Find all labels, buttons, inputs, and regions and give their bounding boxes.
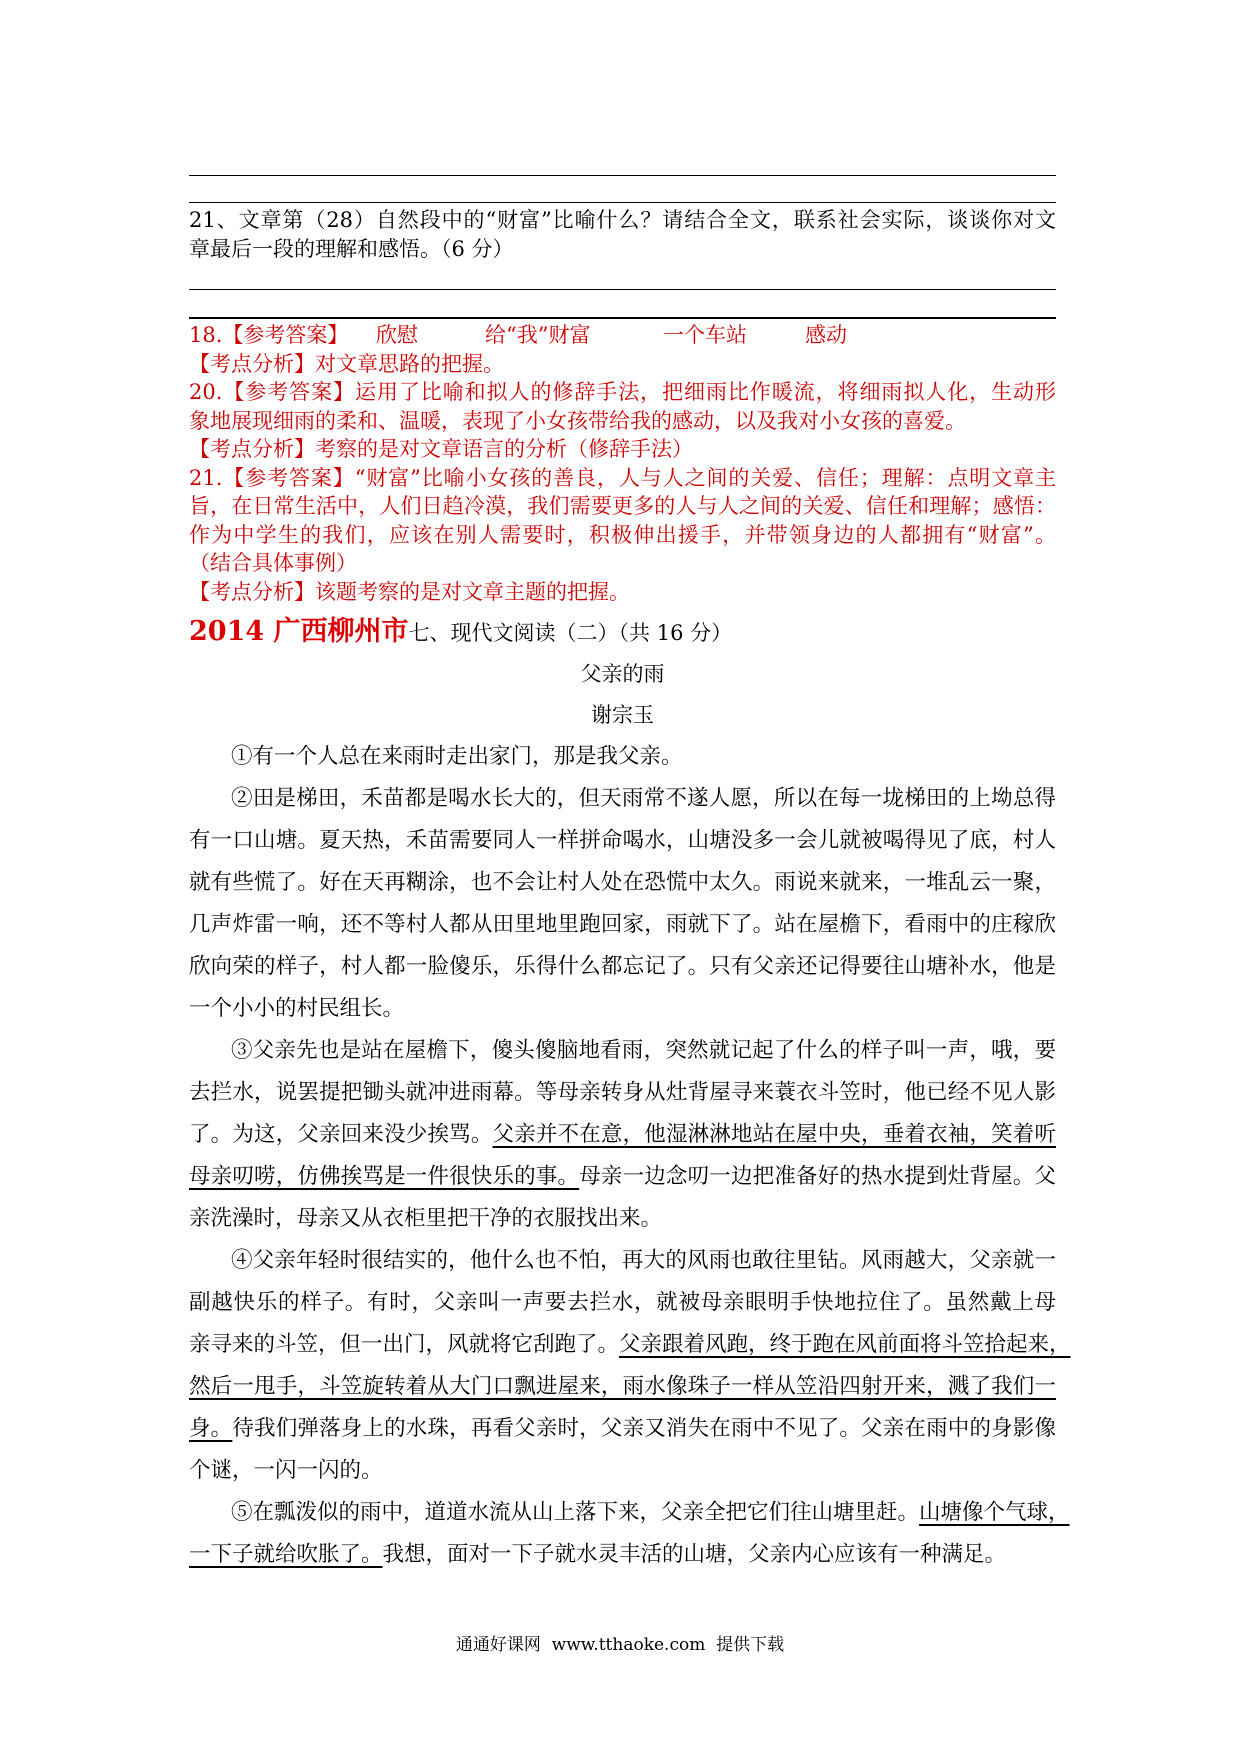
paragraph-line [189, 1072, 1056, 1114]
answer-18-item: 一个车站 [663, 323, 747, 347]
answer-analysis-line: 【考点分析】考察的是对文章语言的分析（修辞手法） [189, 437, 693, 461]
answer-line: 旨，在日常生活中，人们日趋冷漠，我们需要更多的人与人之间的关爱、信任和理解；感悟： [189, 494, 1056, 518]
paragraph-line [189, 1534, 1056, 1576]
answer-line: 象地展现细雨的柔和、温暖，表现了小女孩带给我的感动，以及我对小女孩的喜爱。 [189, 408, 966, 433]
section-divider [189, 317, 1056, 319]
article-paragraph [189, 1240, 1071, 1492]
text-segment: ③父亲先也是站在屋檐下，傻头傻脑地看雨，突然就记起了什么的样子叫一声，哦，要 [231, 1038, 1056, 1063]
answer-key [189, 321, 1056, 606]
question-21 [189, 206, 1056, 264]
text-segment: 去拦水，说罢提把锄头就冲进雨幕。等母亲转身从灶背屋寻来蓑衣斗笠时，他已经不见人影 [189, 1080, 1056, 1105]
paragraph-line [189, 1408, 1056, 1450]
answer-analysis-line: 【考点分析】对文章思路的把握。 [189, 351, 504, 376]
paragraph-line [189, 988, 1056, 1030]
text-segment: 了。为这，父亲回来没少挨骂。 [189, 1122, 493, 1147]
paragraph-line [189, 946, 1056, 988]
answer-18-label: 18.【参考答案】 [189, 323, 349, 347]
text-segment: ④父亲年轻时很结实的，他什么也不怕，再大的风雨也敢往里钻。风雨越大，父亲就一 [231, 1248, 1056, 1273]
underlined-text: 山塘像个气球， [919, 1500, 1070, 1525]
paragraph-line [189, 820, 1056, 862]
text-segment: 就有些慌了。好在天再糊涂，也不会让村人处在恐慌中太久。雨说来就来，一堆乱云一聚， [189, 870, 1056, 895]
text-segment: 我想，面对一下子就水灵丰活的山塘，父亲内心应该有一种满足。 [382, 1542, 1007, 1567]
article-paragraph [189, 1030, 1056, 1240]
paragraph-line [189, 1366, 1056, 1408]
text-segment: ①有一个人总在来雨时走出家门，那是我父亲。 [231, 744, 683, 769]
section-title: 七、现代文阅读（二）（共 16 分） [408, 621, 733, 645]
answer-18-item: 欣慰 [376, 323, 418, 347]
article-paragraph [189, 778, 1056, 1030]
text-segment: 一个小小的村民组长。 [189, 996, 405, 1021]
paragraph-line [189, 1450, 1056, 1492]
question-21-line: 章最后一段的理解和感悟。（6 分） [189, 237, 514, 261]
paragraph-line [189, 1492, 1070, 1534]
text-segment: 欣向荣的样子，村人都一脸傻乐，乐得什么都忘记了。只有父亲还记得要往山塘补水，他是 [189, 954, 1056, 979]
answer-18 [189, 321, 1056, 350]
article-title: 父亲的雨 [580, 662, 665, 686]
paragraph-line [189, 1240, 1056, 1282]
section-heading [189, 613, 732, 651]
paragraph-line [189, 1030, 1056, 1072]
question-21-line: 21、文章第（28）自然段中的“财富”比喻什么？请结合全文，联系社会实际，谈谈你对文 [189, 208, 1056, 232]
answer-blank-line [189, 289, 1056, 290]
text-segment: ②田是梯田，禾苗都是喝水长大的，但天雨常不遂人愿，所以在每一垅梯田的上坳总得 [231, 786, 1056, 811]
answer-line: 作为中学生的我们，应该在别人需要时，积极伸出援手，并带领身边的人都拥有“财富”。 [189, 522, 1056, 547]
paragraph-line [189, 778, 1056, 820]
article-paragraph [189, 736, 1056, 778]
underlined-text: 身。 [189, 1416, 233, 1441]
paragraph-line [189, 904, 1056, 946]
text-segment: ⑤在瓢泼似的雨中，道道水流从山上落下来，父亲全把它们往山塘里赶。 [231, 1500, 920, 1525]
answer-line: 21.【参考答案】“财富”比喻小女孩的善良，人与人之间的关爱、信任；理解：点明文章主 [189, 465, 1056, 490]
underlined-text: 然后一甩手，斗笠旋转着从大门口飘进屋来，雨水像珠子一样从笠沿四射开来，溅了我们一 [189, 1374, 1056, 1399]
text-segment: 有一口山塘。夏天热，禾苗需要同人一样拼命喝水，山塘没多一会儿就被喝得见了底，村人 [189, 828, 1056, 853]
paragraph-line [189, 862, 1056, 904]
page-footer: 通通好课网 www.tthaoke.com 提供下载 [455, 1635, 785, 1655]
paragraph-line [189, 1282, 1056, 1324]
text-segment: 几声炸雷一响，还不等村人都从田里地里跑回家，雨就下了。站在屋檐下，看雨中的庄稼欣 [189, 912, 1056, 937]
underlined-text: 一下子就给吹胀了。 [189, 1542, 383, 1567]
article-body [189, 736, 1071, 1576]
answer-blank-line [189, 175, 1056, 176]
paragraph-line [189, 1198, 1056, 1240]
underlined-text: 母亲叨唠，仿佛挨骂是一件很快乐的事。 [189, 1164, 580, 1189]
paragraph-line [189, 1114, 1056, 1156]
text-segment: 个谜，一闪一闪的。 [189, 1458, 383, 1483]
paragraph-line [189, 1324, 1071, 1366]
text-segment: 母亲一边念叨一边把准备好的热水提到灶背屋。父 [579, 1164, 1056, 1189]
article-author: 谢宗玉 [591, 703, 654, 727]
answer-line: 20.【参考答案】运用了比喻和拟人的修辞手法，把细雨比作暖流，将细雨拟人化，生动形 [189, 380, 1056, 404]
answer-18-item: 给“我”财富 [485, 323, 591, 347]
text-segment: 待我们弹落身上的水珠，再看父亲时，父亲又消失在雨中不见了。父亲在雨中的身影像 [232, 1416, 1056, 1441]
underlined-text: 父亲并不在意，他湿淋淋地站在屋中央，垂着衣袖，笑着听 [492, 1122, 1056, 1147]
article-paragraph [189, 1492, 1070, 1576]
answer-analysis-line: 【考点分析】该题考察的是对文章主题的把握。 [189, 579, 630, 604]
paragraph-line [189, 736, 1056, 778]
text-segment: 亲洗澡时，母亲又从衣柜里把干净的衣服找出来。 [189, 1206, 663, 1231]
answer-blank-line [189, 202, 1056, 203]
exam-source-title: 2014 广西柳州市 [189, 616, 409, 647]
answer-18-item: 感动 [805, 323, 847, 347]
paragraph-line [189, 1156, 1056, 1198]
underlined-text: 父亲跟着风跑，终于跑在风前面将斗笠拾起来， [619, 1332, 1071, 1357]
answer-line: （结合具体事例） [189, 551, 357, 575]
text-segment: 亲寻来的斗笠，但一出门，风就将它刮跑了。 [189, 1332, 620, 1357]
text-segment: 副越快乐的样子。有时，父亲叫一声要去拦水，就被母亲眼明手快地拉住了。虽然戴上母 [189, 1290, 1056, 1315]
